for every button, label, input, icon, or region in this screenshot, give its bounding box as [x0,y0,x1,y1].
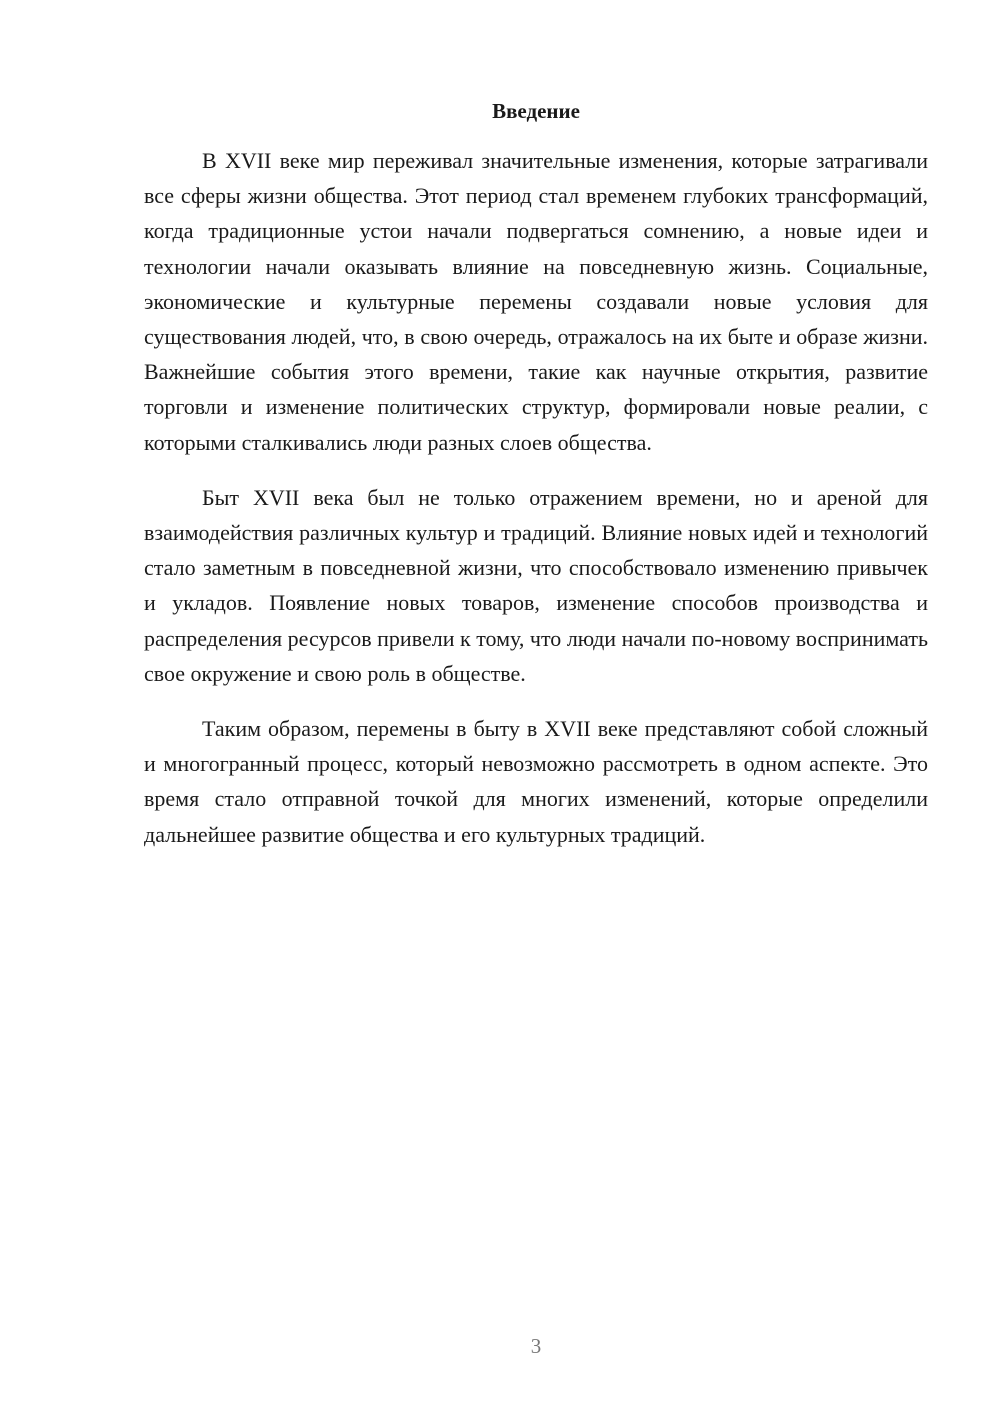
body-text [144,143,928,872]
paragraph-1: В XVII веке мир переживал значительные изменения, которые затрагивали все сферы жизни общества. Этот период стал временем глубоких трансформаций, когда традиционные устои начали подвергаться сомнению, а новые идеи и технологии начали оказывать влияние на повседневную жизнь. Социальные, экономические и культурные перемены создавали новые условия для существования людей, что, в свою очередь, отражалось на их быте и образе жизни. Важнейшие события этого времени, такие как научные открытия, развитие торговли и изменение политических структур, формировали новые реалии, с которыми сталкивались люди разных слоев общества. [144,148,928,455]
paragraph-2: Быт XVII века был не только отражением времени, но и ареной для взаимодействия различных культур и традиций. Влияние новых идей и технологий стало заметным в повседневной жизни, что способствовало изменению привычек и укладов. Появление новых товаров, изменение способов производства и распределения ресурсов привели к тому, что люди начали по-новому воспринимать свое окружение и свою роль в обществе. [144,484,928,686]
section-heading: Введение [492,99,580,123]
page-number: 3 [530,1334,542,1358]
paragraph-3: Таким образом, перемены в быту в XVII веке представляют собой сложный и многогранный процесс, который невозможно рассмотреть в одном аспекте. Это время стало отправной точкой для многих изменений, которые определили дальнейшее развитие общества и его культурных традиций. [144,716,928,847]
